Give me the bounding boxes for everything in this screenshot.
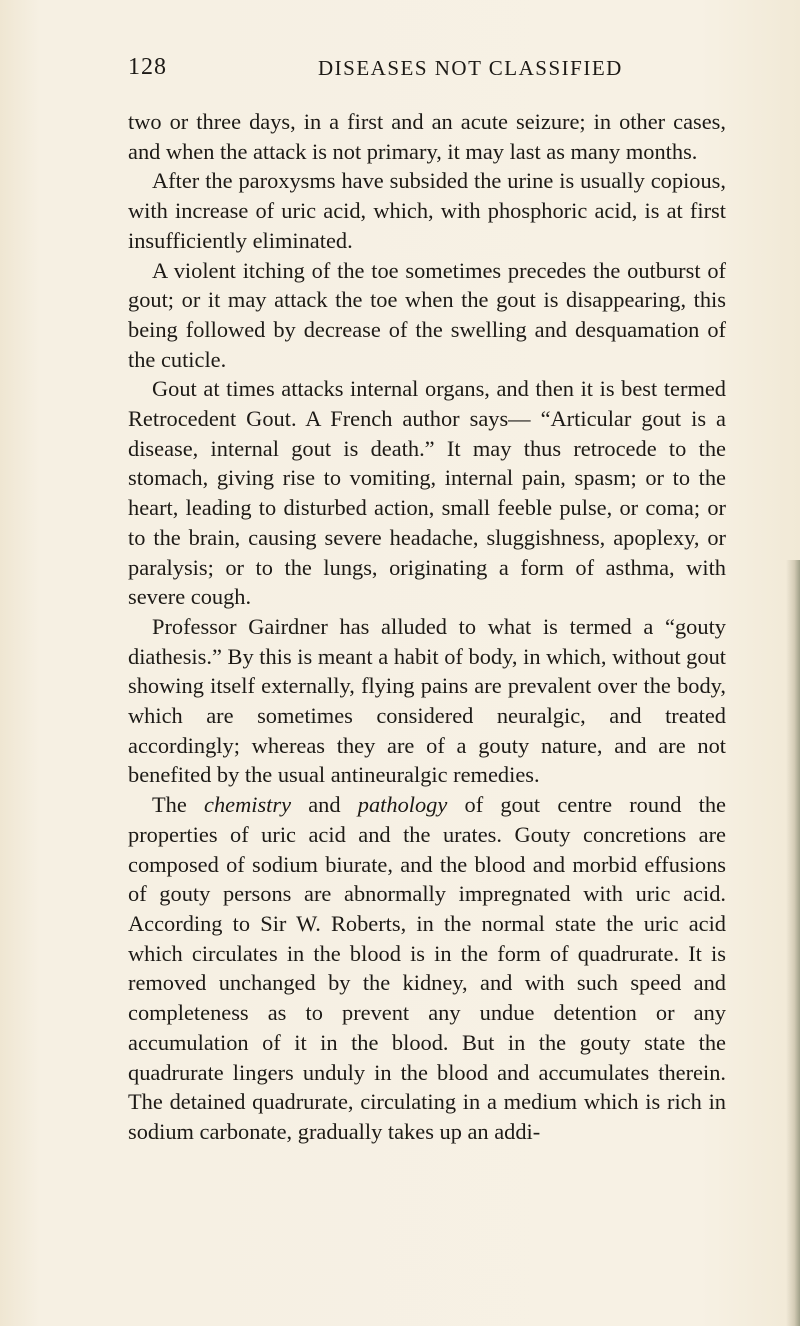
italic-chemistry: chemistry	[204, 792, 292, 818]
body-text	[128, 107, 726, 1147]
italic-pathology: pathology	[357, 792, 448, 818]
running-title: DISEASES NOT CLASSIFIED	[318, 56, 623, 80]
paragraph-continuation: two or three days, in a first and an acute seizure; in other cases, and when the attack is not primary, it may last as many months.	[128, 109, 726, 164]
paragraph-urine: After the paroxysms have subsided the urine is usually copious, with increase of uric acid, which, with phosphoric acid, is at first insufficiently eliminated.	[128, 168, 726, 253]
paragraph-connector: and	[291, 792, 358, 818]
page-edge-shadow	[786, 560, 800, 1326]
paragraph-chemistry-pathology	[128, 790, 726, 1146]
paragraph-lead: The	[152, 792, 204, 818]
page-number: 128	[128, 54, 167, 80]
paragraph-gouty-diathesis: Professor Gairdner has alluded to what is termed a “gouty diathesis.” By this is meant a habit of body, in which, without gout showing itself externally, flying pains are prevalent over the body, which are sometimes considered neuralgic, and treated accordingly; whereas they are of a gouty nature, and are not benefited by the usual antineuralgic remedies.	[128, 613, 726, 788]
paragraph-itching: A violent itching of the toe sometimes precedes the outburst of gout; or it may attack the toe when the gout is disappearing, this being followed by decrease of the swelling and desquamation of the cuticle.	[128, 257, 726, 372]
paragraph-retrocedent-gout: Gout at times attacks internal organs, and then it is best termed Retrocedent Gout. A French author says— “Articular gout is a disease, internal gout is death.” It may thus retrocede to the stomach, giving rise to vomiting, internal pain, spasm; or to the heart, leading to disturbed action, small feeble pulse, or coma; or to the brain, causing severe headache, sluggishness, apoplexy, or paralysis; or to the lungs, originating a form of asthma, with severe cough.	[128, 376, 726, 610]
page-header	[128, 54, 728, 84]
paragraph-rest: of gout centre round the properties of uric acid and the urates. Gouty concretions are composed of sodium biurate, and the blood and morbid effusions of gouty persons are abnormally impregnated with uric acid. According to Sir W. Roberts, in the normal state the uric acid which circulates in the blood is in the form of quadrurate. It is removed unchanged by the kidney, and with such speed and completeness as to prevent any undue detention or any accumulation of it in the blood. But in the gouty state the quadrurate lingers unduly in the blood and accumulates therein. The detained quadrurate, circulating in a medium which is rich in sodium carbonate, gradually takes up an addi-	[128, 792, 726, 1144]
